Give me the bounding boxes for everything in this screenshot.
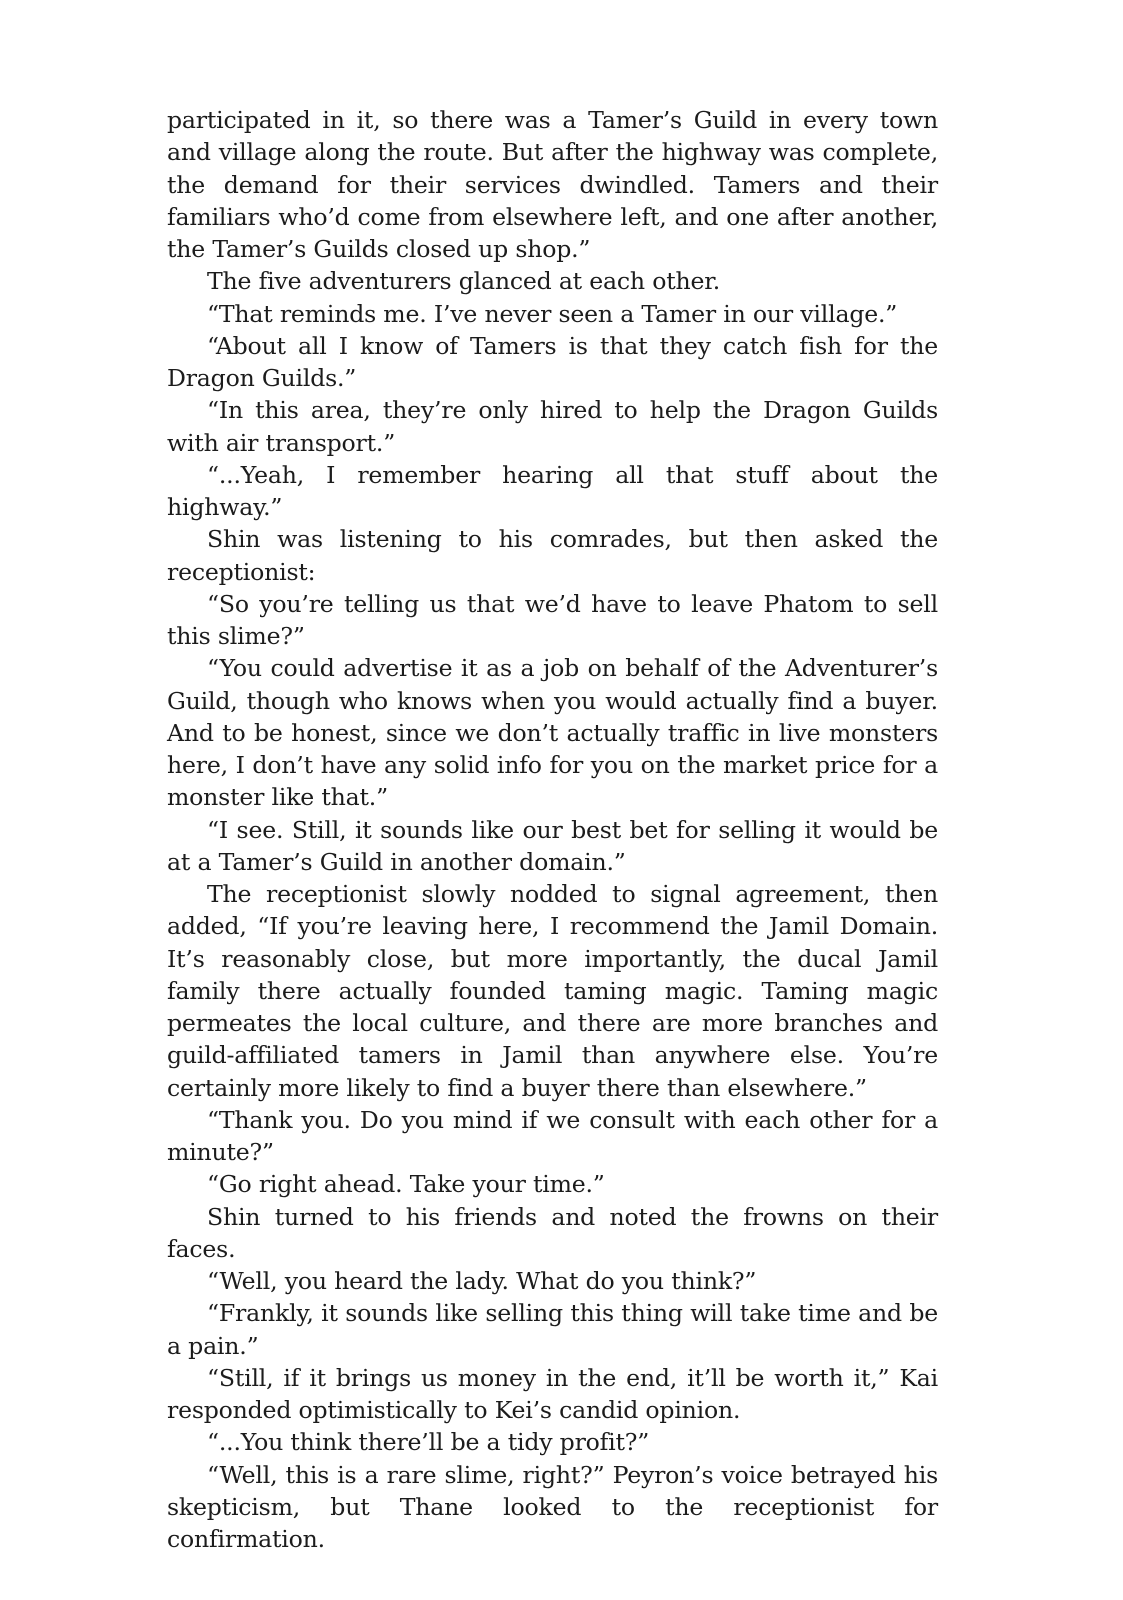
paragraph: “You could advertise it as a job on behalf of the Adventurer’s Guild, though who knows when you would actually find a buyer. And to be honest, since we don’t actually traffic in live monsters here, I don’t have any solid info for you on the market price for a monster like that.” <box>167 654 938 812</box>
paragraph: Shin was listening to his comrades, but then asked the receptionist: <box>167 525 938 586</box>
paragraph: “Still, if it brings us money in the end, it’ll be worth it,” Kai responded optimistically to Kei’s candid opinion. <box>167 1363 938 1424</box>
paragraph: “Well, this is a rare slime, right?” Peyron’s voice betrayed his skepticism, but Thane looked to the receptionist for confirmation. <box>167 1460 938 1553</box>
paragraph: “About all I know of Tamers is that they catch fish for the Dragon Guilds.” <box>167 331 938 392</box>
paragraph: The receptionist slowly nodded to signal agreement, then added, “If you’re leaving here, I recommend the Jamil Domain. It’s reasonably close, but more importantly, the ducal Jamil family there actually founded taming magic. Taming magic permeates the local culture, and there are more branches and guild-affiliated tamers in Jamil than anywhere else. You’re certainly more likely to find a buyer there than elsewhere.” <box>167 880 938 1102</box>
body-text <box>167 104 938 1555</box>
paragraph: The five adventurers glanced at each other. <box>207 267 721 296</box>
paragraph: “That reminds me. I’ve never seen a Tamer in our village.” <box>207 299 898 328</box>
paragraph: “...Yeah, I remember hearing all that stuff about the highway.” <box>167 460 938 521</box>
paragraph: Shin turned to his friends and noted the frowns on their faces. <box>167 1202 938 1263</box>
paragraph: “Thank you. Do you mind if we consult with each other for a minute?” <box>167 1105 938 1166</box>
paragraph: “Go right ahead. Take your time.” <box>207 1170 605 1199</box>
paragraph: “I see. Still, it sounds like our best bet for selling it would be at a Tamer’s Guild in another domain.” <box>167 815 938 876</box>
paragraph: “So you’re telling us that we’d have to leave Phatom to sell this slime?” <box>167 589 938 650</box>
paragraph: “In this area, they’re only hired to help the Dragon Guilds with air transport.” <box>167 396 938 457</box>
paragraph: participated in it, so there was a Tamer’s Guild in every town and village along the route. But after the highway was complete, the demand for their services dwindled. Tamers and their familiars who’d come from elsewhere left, and one after another, the Tamer’s Guilds closed up shop.” <box>167 106 938 263</box>
paragraph: “...You think there’ll be a tidy profit?” <box>207 1428 650 1457</box>
paragraph: “Frankly, it sounds like selling this thing will take time and be a pain.” <box>167 1299 938 1360</box>
paragraph: “Well, you heard the lady. What do you think?” <box>207 1267 757 1295</box>
